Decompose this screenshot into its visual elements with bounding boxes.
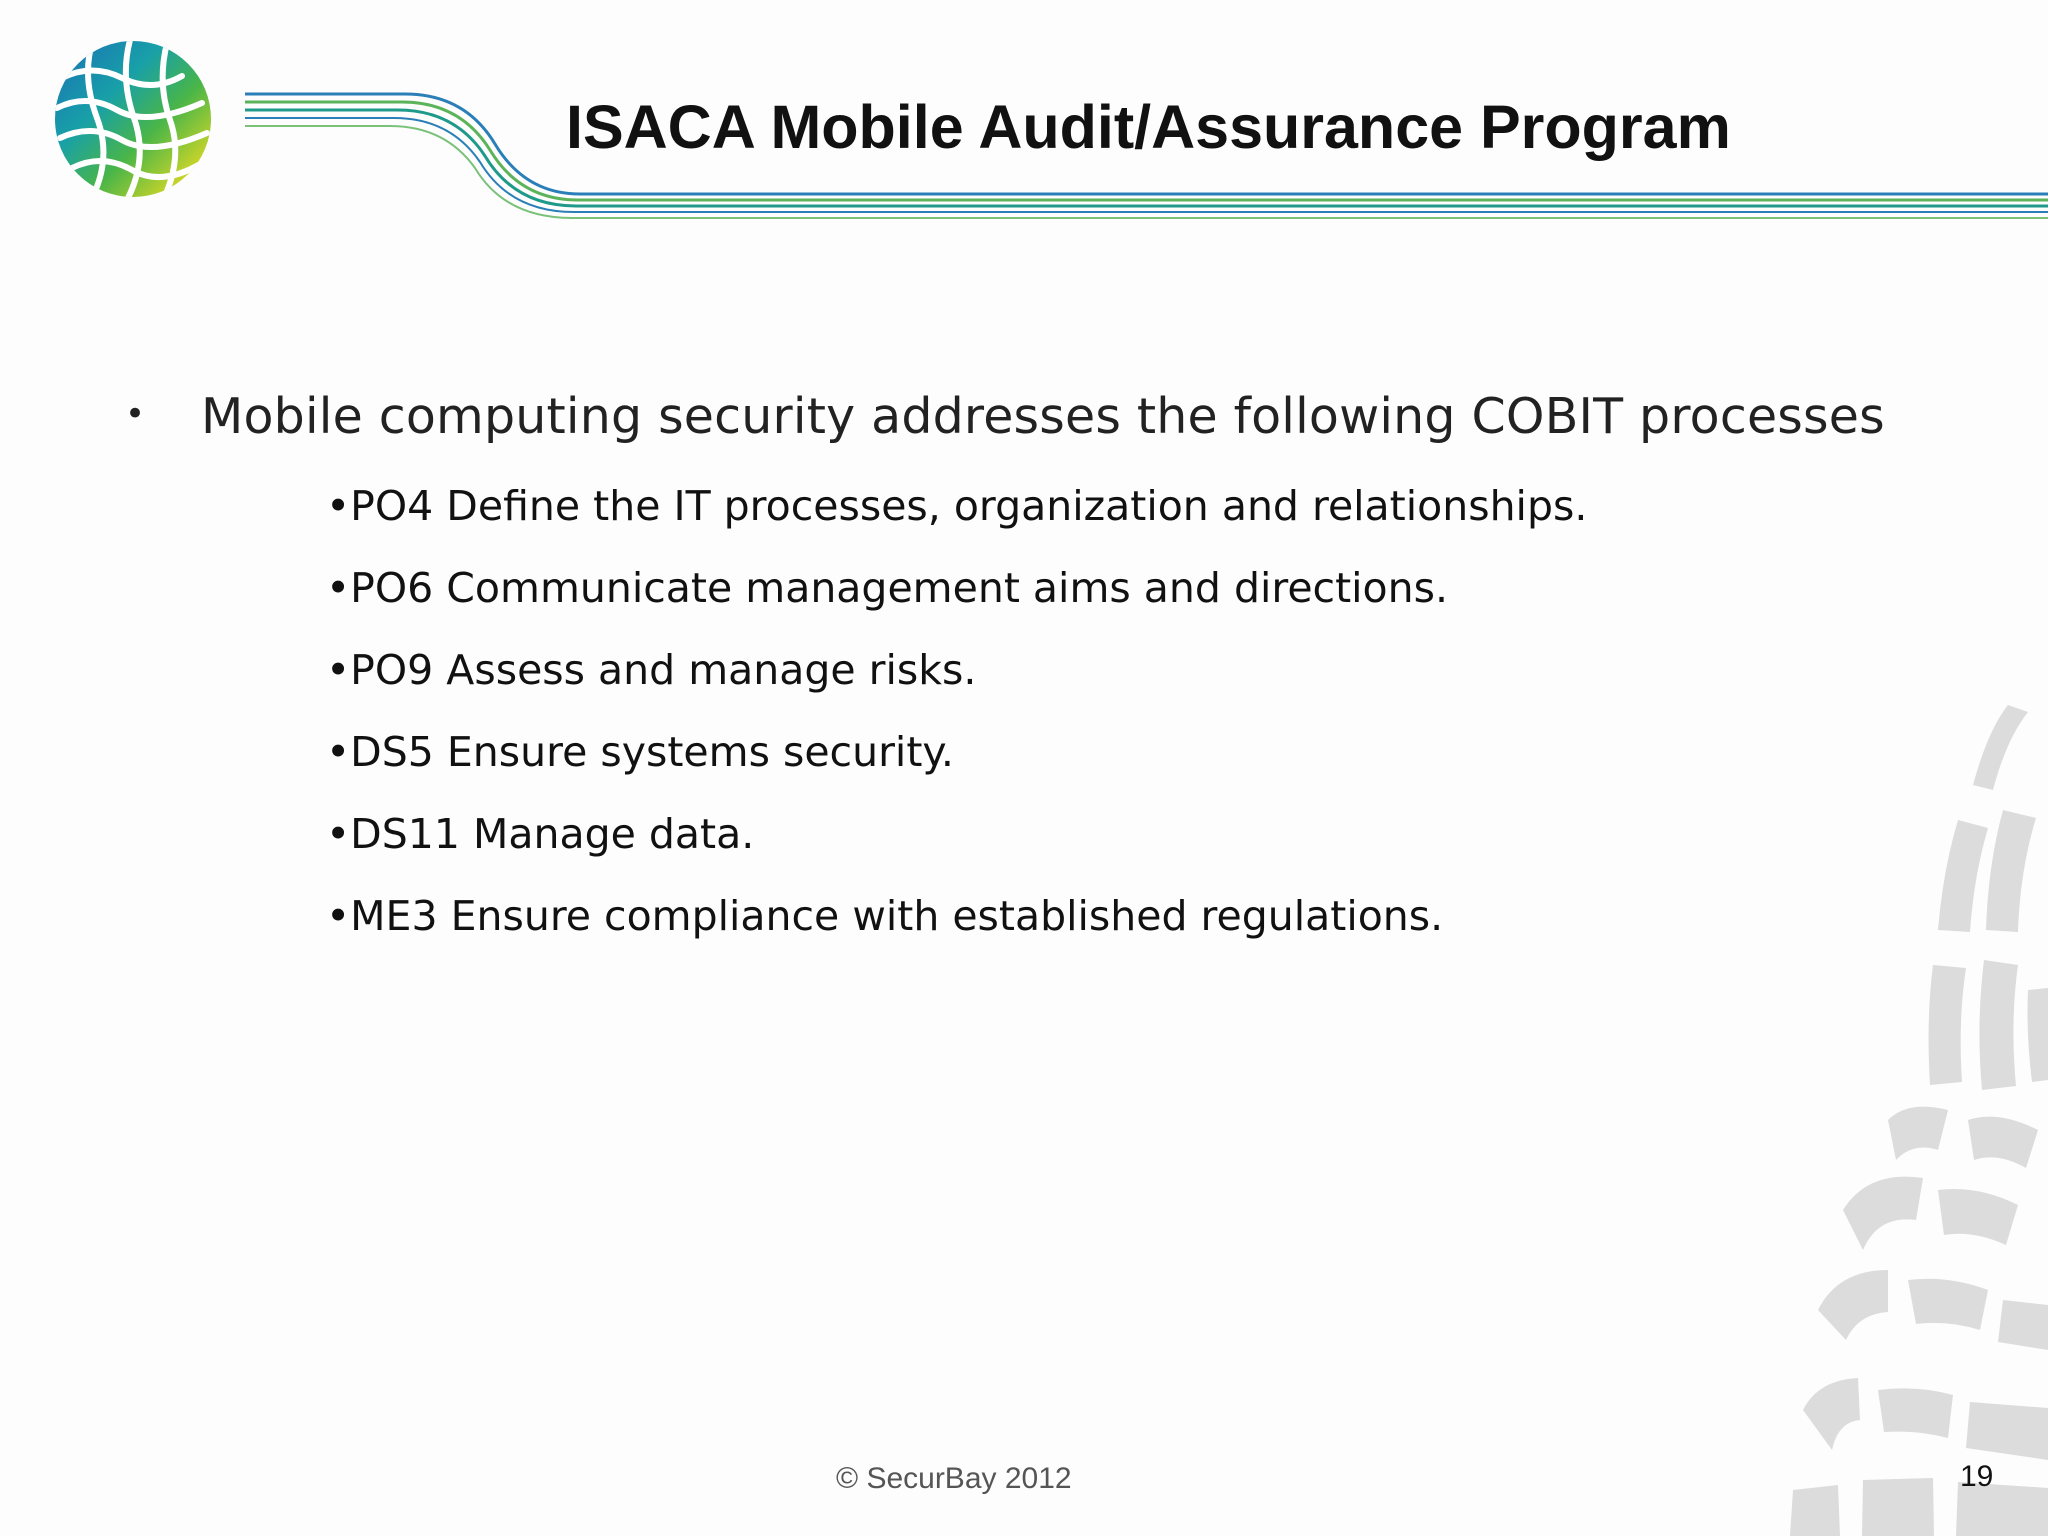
slide-title: ISACA Mobile Audit/Assurance Program: [566, 93, 1731, 161]
list-item: •PO9 Assess and manage risks.: [326, 646, 977, 694]
watermark-globe-icon: [1748, 690, 2048, 1536]
list-item: •DS5 Ensure systems security.: [326, 728, 954, 776]
footer-copyright: © SecurBay 2012: [836, 1462, 1072, 1495]
list-item: •PO4 Define the IT processes, organization and relationships.: [326, 482, 1588, 530]
page-number: 19: [1960, 1460, 1994, 1493]
list-item: •PO6 Communicate management aims and directions.: [326, 564, 1449, 612]
globe-logo-icon: [52, 38, 214, 200]
main-bullet-text: Mobile computing security addresses the following COBIT processes: [201, 388, 1885, 445]
list-item: •DS11 Manage data.: [326, 810, 755, 858]
list-item: •ME3 Ensure compliance with established regulations.: [326, 892, 1444, 940]
cobit-process-list: [326, 480, 1587, 972]
bullet-marker: •: [125, 394, 146, 434]
